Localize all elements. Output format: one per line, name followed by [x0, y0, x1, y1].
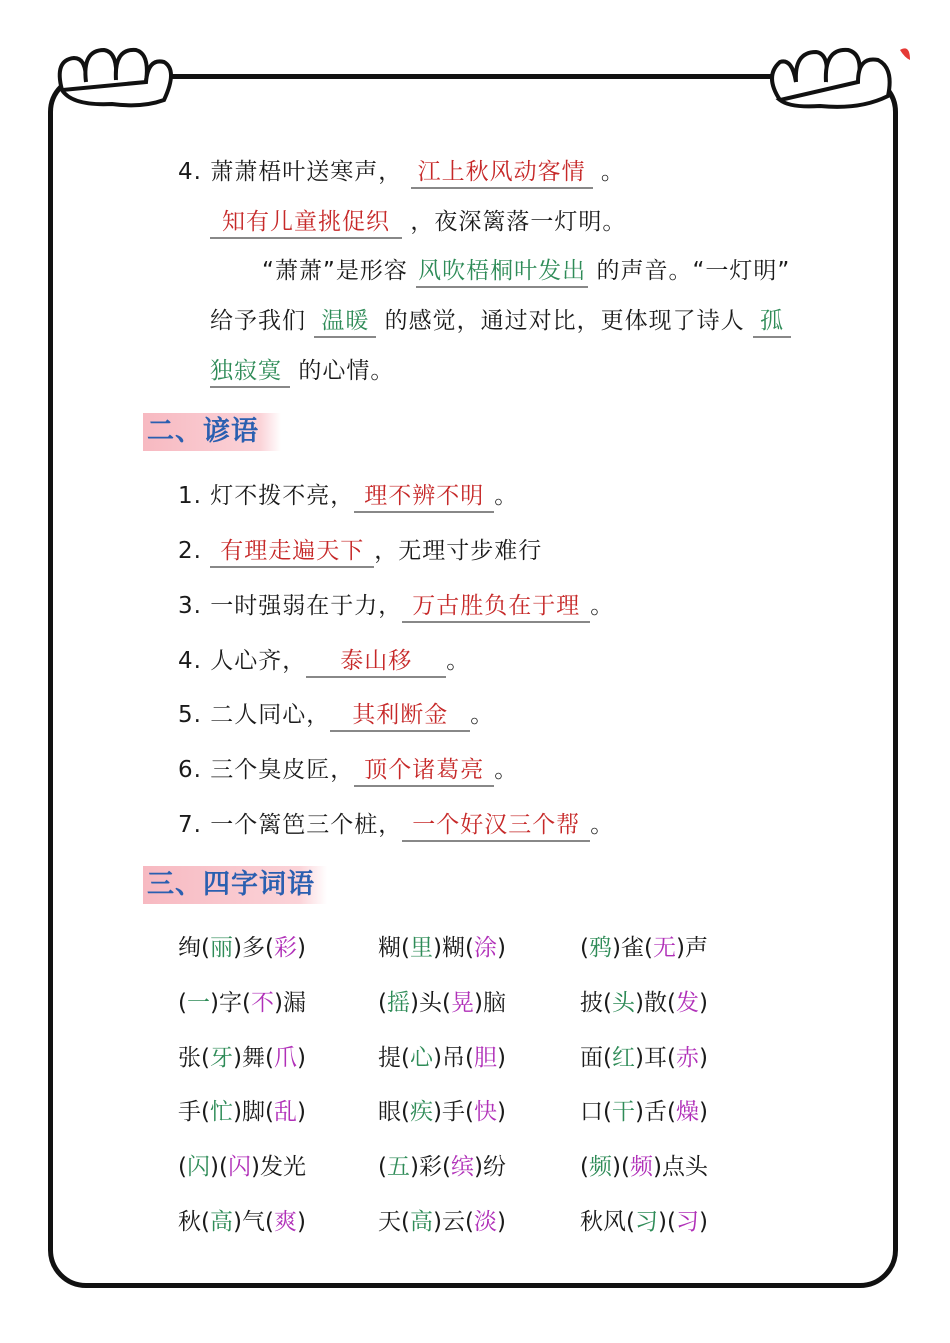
proverb-answer: 泰山移 — [306, 646, 446, 678]
idiom-fill: (丽) — [201, 935, 242, 961]
poem-answer-5: 独寂寞 — [210, 356, 290, 388]
proverb-end: 。 — [590, 593, 615, 619]
idiom-item — [580, 933, 708, 963]
idiom-char: 天 — [378, 1209, 401, 1235]
poem-end: 。 — [600, 159, 625, 185]
proverb-number: 4. — [178, 648, 211, 674]
poem-text-4b: 的感觉，通过对比，更体现了诗人 — [384, 308, 745, 334]
proverb-answer: 其利断金 — [330, 700, 470, 732]
idiom-char: 脚 — [241, 1099, 265, 1125]
idiom-char: 散 — [643, 990, 667, 1016]
idiom-fill: (赤) — [666, 1045, 708, 1071]
idiom-fill: (干) — [603, 1099, 644, 1125]
idiom-char: 张 — [178, 1045, 201, 1071]
idiom-fill: (一) — [178, 990, 219, 1016]
idiom-item — [378, 988, 506, 1018]
idiom-char: 舞 — [241, 1045, 265, 1071]
idiom-item — [580, 988, 708, 1018]
proverb-end: 。 — [470, 702, 495, 728]
proverb-item — [178, 591, 614, 623]
idiom-char: 秋 — [178, 1209, 201, 1235]
idiom-fill: (快) — [464, 1099, 506, 1125]
proverb-number: 6. — [178, 757, 211, 783]
idiom-fill: (无) — [643, 935, 685, 961]
section-header-proverbs: 二、谚语 — [143, 413, 281, 451]
poem-answer-1: 江上秋风动客情 — [411, 157, 593, 189]
idiom-item — [178, 1152, 306, 1182]
idiom-item — [178, 933, 306, 963]
poem-line-1 — [178, 157, 625, 189]
idiom-fill: (高) — [401, 1209, 442, 1235]
poem-text-4a: 给予我们 — [210, 308, 306, 334]
proverb-text: 三个臭皮匠， — [210, 757, 355, 783]
proverb-number: 1. — [178, 483, 211, 509]
idiom-fill: (闪) — [178, 1154, 219, 1180]
idiom-char: 口 — [580, 1099, 603, 1125]
poem-text-3b: 的声音。“一灯明” — [596, 258, 791, 284]
idiom-char: 糊 — [441, 935, 465, 961]
poem-line-3 — [262, 256, 790, 288]
proverb-number: 3. — [178, 593, 211, 619]
poem-line-2 — [210, 207, 626, 239]
poem-answer-2: 知有儿童挑促织 — [210, 207, 402, 239]
proverb-text: 灯不拨不亮， — [210, 483, 355, 509]
section-header-idioms: 三、四字词语 — [143, 866, 327, 904]
idiom-fill: (闪) — [218, 1154, 260, 1180]
idiom-item — [580, 1207, 708, 1237]
cartoon-hand-right-icon — [760, 40, 910, 110]
idiom-item — [378, 933, 506, 963]
poem-number: 4. — [178, 159, 202, 185]
proverb-text: 二人同心， — [210, 702, 331, 728]
poem-line-5 — [210, 356, 394, 388]
idiom-char: 耳 — [643, 1045, 667, 1071]
idiom-fill: (频) — [580, 1154, 621, 1180]
idiom-char: 字 — [218, 990, 242, 1016]
idiom-char: 秋风 — [580, 1209, 626, 1235]
proverb-text: 人心齐， — [210, 648, 307, 674]
idiom-fill: (里) — [401, 935, 442, 961]
idiom-fill: (疾) — [401, 1099, 442, 1125]
proverb-answer: 一个好汉三个帮 — [402, 810, 590, 842]
proverb-item — [178, 755, 518, 787]
proverb-end: 。 — [494, 757, 519, 783]
idiom-char: 绚 — [178, 935, 201, 961]
idiom-fill: (习) — [666, 1209, 708, 1235]
idiom-fill: (爽) — [264, 1209, 306, 1235]
idiom-fill: (红) — [603, 1045, 644, 1071]
idiom-char: 漏 — [282, 990, 306, 1016]
proverb-end: 。 — [590, 812, 615, 838]
idiom-fill: (胆) — [464, 1045, 506, 1071]
proverb-item — [178, 700, 494, 732]
idiom-fill: (频) — [620, 1154, 662, 1180]
proverb-end: 。 — [494, 483, 519, 509]
idiom-char: 纷 — [482, 1154, 506, 1180]
proverb-text: 一个篱笆三个桩， — [210, 812, 403, 838]
idiom-fill: (淡) — [464, 1209, 506, 1235]
poem-answer-4: 温暖 — [314, 306, 376, 338]
proverb-item — [178, 810, 614, 842]
poem-text-3a: “萧萧”是形容 — [262, 258, 408, 284]
idiom-fill: (燥) — [666, 1099, 708, 1125]
poem-text: 萧萧梧叶送寒声， — [210, 159, 403, 185]
idiom-fill: (乱) — [264, 1099, 306, 1125]
idiom-char: 提 — [378, 1045, 401, 1071]
idiom-char: 雀 — [620, 935, 644, 961]
idiom-char: 多 — [241, 935, 265, 961]
idiom-fill: (发) — [666, 990, 708, 1016]
poem-answer-4b: 孤 — [753, 306, 791, 338]
proverb-number: 2. — [178, 538, 211, 564]
idiom-char: 气 — [241, 1209, 265, 1235]
idiom-char: 舌 — [643, 1099, 667, 1125]
idiom-fill: (五) — [378, 1154, 419, 1180]
proverb-item — [178, 536, 542, 568]
cartoon-hand-left-icon — [52, 40, 182, 110]
idiom-char: 面 — [580, 1045, 603, 1071]
idiom-char: 彩 — [418, 1154, 442, 1180]
idiom-fill: (鸦) — [580, 935, 621, 961]
idiom-char: 手 — [178, 1099, 201, 1125]
proverb-answer: 理不辨不明 — [354, 481, 494, 513]
idiom-fill: (牙) — [201, 1045, 242, 1071]
idiom-item — [378, 1207, 506, 1237]
idiom-item — [580, 1152, 708, 1182]
idiom-char: 脑 — [482, 990, 506, 1016]
idiom-fill: (缤) — [441, 1154, 483, 1180]
idiom-char: 眼 — [378, 1099, 401, 1125]
proverb-answer: 顶个诸葛亮 — [354, 755, 494, 787]
idiom-item — [378, 1043, 506, 1073]
proverb-answer: 万古胜负在于理 — [402, 591, 590, 623]
idiom-char: 声 — [684, 935, 708, 961]
idiom-fill: (爪) — [264, 1045, 306, 1071]
proverb-end: 。 — [446, 648, 471, 674]
proverb-end: ，无理寸步难行 — [374, 538, 543, 564]
proverb-number: 7. — [178, 812, 211, 838]
idiom-char: 吊 — [441, 1045, 465, 1071]
idiom-char: 糊 — [378, 935, 401, 961]
idiom-fill: (忙) — [201, 1099, 242, 1125]
idiom-char: 点头 — [661, 1154, 708, 1180]
idiom-fill: (不) — [241, 990, 283, 1016]
proverb-item — [178, 481, 518, 513]
proverb-answer: 有理走遍天下 — [210, 536, 374, 568]
idiom-fill: (彩) — [264, 935, 306, 961]
poem-text-2: ，夜深篱落一灯明。 — [410, 209, 627, 235]
idiom-char: 头 — [418, 990, 442, 1016]
idiom-item — [178, 1207, 306, 1237]
poem-text-5: 的心情。 — [298, 358, 395, 384]
idiom-char: 披 — [580, 990, 603, 1016]
idiom-item — [178, 1043, 306, 1073]
poem-answer-3: 风吹梧桐叶发出 — [416, 256, 588, 288]
idiom-fill: (高) — [201, 1209, 242, 1235]
idiom-item — [378, 1097, 506, 1127]
idiom-fill: (晃) — [441, 990, 483, 1016]
proverb-text: 一时强弱在于力， — [210, 593, 403, 619]
idiom-char: 手 — [441, 1099, 465, 1125]
idiom-item — [378, 1152, 506, 1182]
idiom-fill: (涂) — [464, 935, 506, 961]
proverb-item — [178, 646, 470, 678]
proverb-number: 5. — [178, 702, 211, 728]
idiom-char: 云 — [441, 1209, 465, 1235]
idiom-fill: (习) — [626, 1209, 667, 1235]
idiom-char: 发光 — [259, 1154, 306, 1180]
idiom-item — [580, 1097, 708, 1127]
idiom-fill: (心) — [401, 1045, 442, 1071]
idiom-item — [178, 1097, 306, 1127]
idiom-fill: (头) — [603, 990, 644, 1016]
idiom-item — [178, 988, 306, 1018]
poem-line-4 — [210, 306, 791, 338]
idiom-item — [580, 1043, 708, 1073]
idiom-fill: (摇) — [378, 990, 419, 1016]
